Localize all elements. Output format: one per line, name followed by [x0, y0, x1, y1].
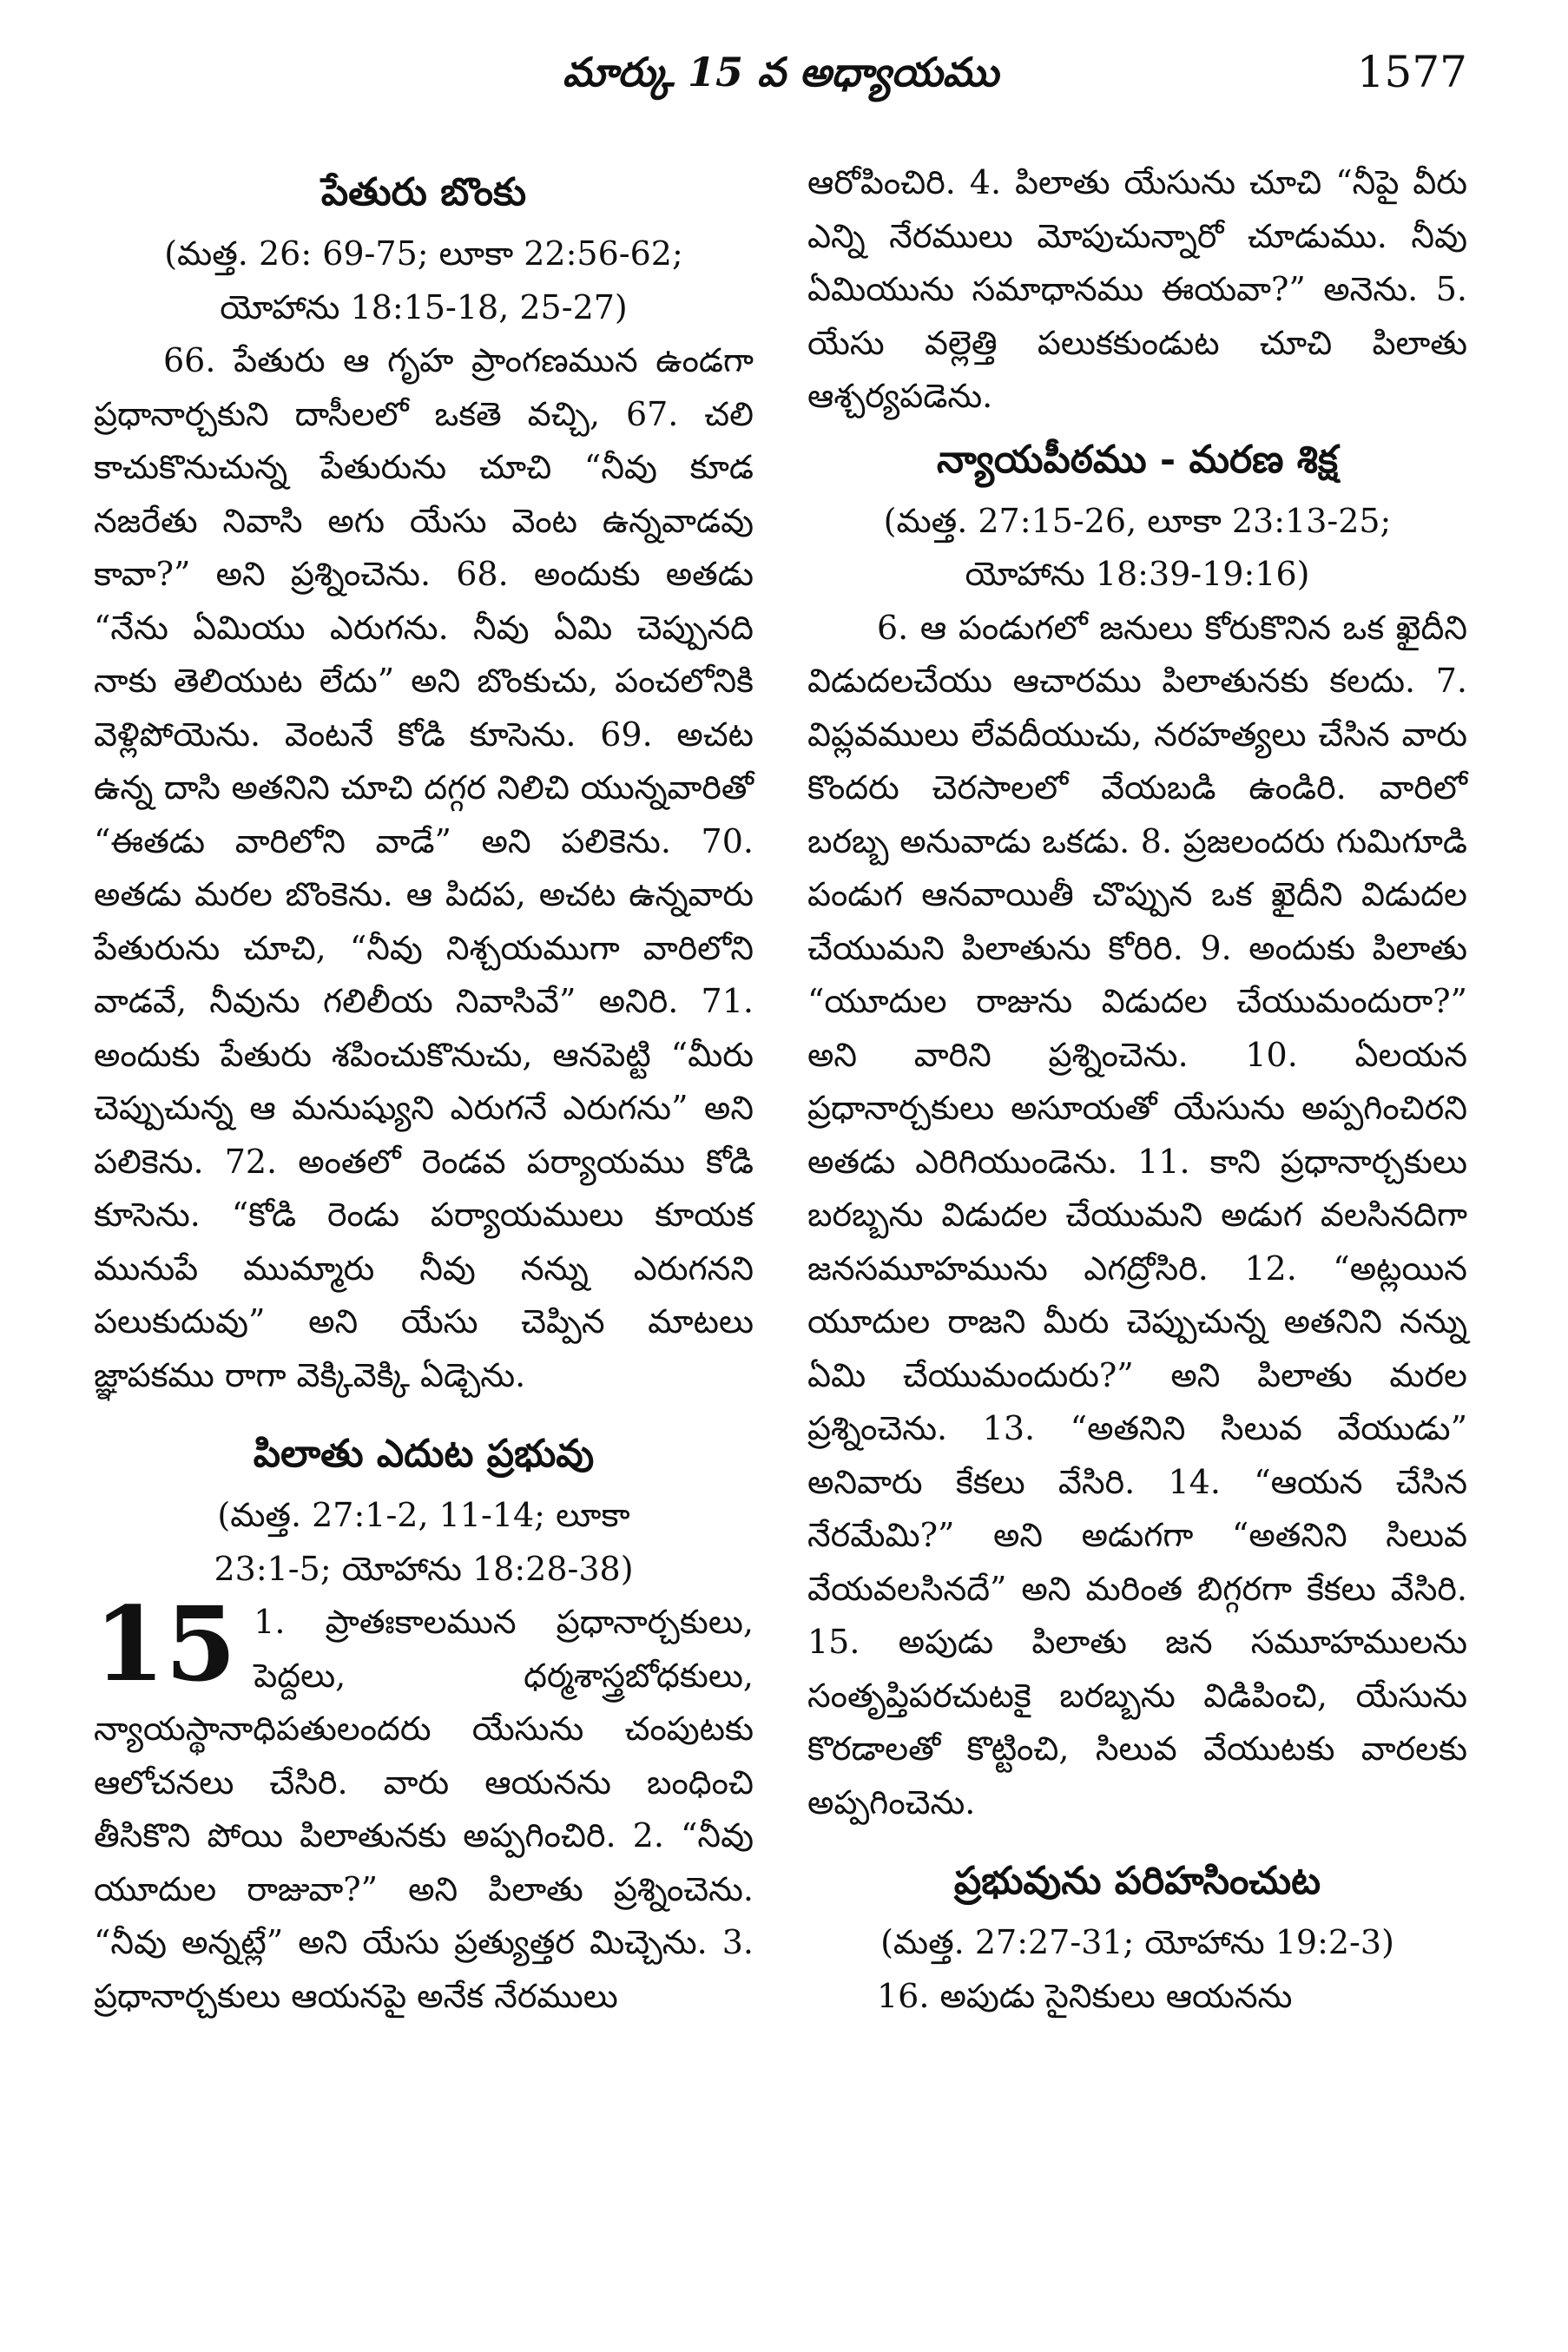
section-heading-judgment: న్యాయపీఠము - మరణ శిక్ష — [937, 437, 1338, 482]
cross-reference-line: (మత్త. 27:15-26, లూకా 23:13-25; — [883, 501, 1392, 540]
chapter-opening — [94, 1584, 754, 2023]
chapter-number: 15 — [94, 1584, 237, 1704]
verse-paragraph: 1. ప్రాతఃకాలమున ప్రధానార్చకులు, పెద్దలు, ధర్మశాస్త్రబోధకులు, న్యాయస్థానాధిపతులందరు యేసును చంపుటకు ఆలోచనలు చేసిరి. వారు ఆయనను బంధించి తీసికొని పోయి పిలాతునకు అప్పగించిరి. 2. “నీవు యూదుల రాజువా?” అని పిలాతు ప్రశ్నించెను. “నీవు అన్నట్లే” అని యేసు ప్రత్యుత్తర మిచ్చెను. 3. ప్రధానార్చకులు ఆయనపై అనేక నేరములు — [94, 1603, 754, 2015]
verse-paragraph: 66. పేతురు ఆ గృహ ప్రాంగణమున ఉండగా ప్రధానార్చకుని దాసీలలో ఒకతె వచ్చి, 67. చలి కాచుకొనుచున్న పేతురును చూచి “నీవు కూడ నజరేతు నివాసి అగు యేసు వెంట ఉన్నవాడవు కావా?” అని ప్రశ్నించెను. 68. అందుకు అతడు “నేను ఏమియు ఎరుగను. నీవు ఏమి చెప్పునది నాకు తెలియుట లేదు” అని బొంకుచు, పంచలోనికి వెళ్లిపోయెను. వెంటనే కోడి కూసెను. 69. అచట ఉన్న దాసి అతనిని చూచి దగ్గర నిలిచి యున్నవారితో “ఈతడు వారిలోని వాడే” అని పలికెను. 70. అతడు మరల బొంకెను. ఆ పిదప, అచట ఉన్నవారు పేతురును చూచి, “నీవు నిశ్చయముగా వారిలోని వాడవే, నీవును గలిలీయ నివాసివే” అనిరి. 71. అందుకు పేతురు శపించుకొనుచు, ఆనపెట్టి “మీరు చెప్పుచున్న ఆ మనుష్యుని ఎరుగనే ఎరుగను” అని పలికెను. 72. అంతలో రెండవ పర్యాయము కోడి కూసెను. “కోడి రెండు పర్యాయములు కూయక మునుపే ముమ్మారు నీవు నన్ను ఎరుగనని పలుకుదువు” అని యేసు చెప్పిన మాటలు జ్ఞాపకము రాగా వెక్కివెక్కి ఏడ్చెను. — [94, 341, 754, 1394]
cross-reference-line: యోహాను 18:39-19:16) — [965, 555, 1310, 593]
right-column — [807, 156, 1467, 2023]
verse-paragraph: 6. ఆ పండుగలో జనులు కోరుకొనిన ఒక ఖైదీని విడుదలచేయు ఆచారము పిలాతునకు కలదు. 7. విప్లవములు లేవదీయుచు, నరహత్యలు చేసిన వారు కొందరు చెరసాలలో వేయబడి ఉండిరి. వారిలో బరబ్బ అనువాడు ఒకడు. 8. ప్రజలందరు గుమిగూడి పండుగ ఆనవాయితీ చొప్పున ఒక ఖైదీని విడుదల చేయుమని పిలాతును కోరిరి. 9. అందుకు పిలాతు “యూదుల రాజును విడుదల చేయుమందురా?” అని వారిని ప్రశ్నించెను. 10. ఏలయన ప్రధానార్చకులు అసూయతో యేసును అప్పగించిరని అతడు ఎరిగియుండెను. 11. కాని ప్రధానార్చకులు బరబ్బను విడుదల చేయుమని అడుగ వలసినదిగా జనసమూహమును ఎగద్రోసిరి. 12. “అట్లయిన యూదుల రాజని మీరు చెప్పుచున్న అతనిని నన్ను ఏమి చేయుమందురు?” అని పిలాతు మరల ప్రశ్నించెను. 13. “అతనిని సిలువ వేయుడు” అనివారు కేకలు వేసిరి. 14. “ఆయన చేసిన నేరమేమి?” అని అడుగగా “అతనిని సిలువ వేయవలసినదే” అని మరింత బిగ్గరగా కేకలు వేసిరి. 15. అపుడు పిలాతు జన సమూహములను సంతృప్తిపరచుటకై బరబ్బను విడిపించి, యేసును కొరడాలతో కొట్టించి, సిలువ వేయుటకు వారలకు అప్పగించెను. — [807, 608, 1467, 1822]
verse-paragraph: ఆరోపించిరి. 4. పిలాతు యేసును చూచి “నీపై వీరు ఎన్ని నేరములు మోపుచున్నారో చూడుము. నీవు ఏమియును సమాధానము ఈయవా?” అనెను. 5. యేసు వల్లెత్తి పలుకకుండుట చూచి పిలాతు ఆశ్చర్యపడెను. — [807, 163, 1467, 415]
cross-reference-line: 23:1-5; యోహాను 18:28-38) — [214, 1549, 634, 1588]
verse-paragraph: 16. అపుడు సైనికులు ఆయనను — [877, 1976, 1293, 2015]
left-column — [94, 156, 754, 2023]
cross-reference-line: యోహాను 18:15-18, 25-27) — [220, 287, 628, 326]
cross-reference-line: (మత్త. 26: 69-75; లూకా 22:56-62; — [164, 234, 683, 273]
section-heading-mocking: ప్రభువును పరిహసించుట — [953, 1859, 1321, 1903]
cross-reference-line: (మత్త. 27:1-2, 11-14; లూకా — [217, 1496, 630, 1534]
page-number: 1577 — [1356, 47, 1467, 97]
running-head — [94, 33, 1467, 111]
section-heading-peter-denial: పేతురు బొంకు — [320, 170, 527, 214]
section-heading-before-pilate: పిలాతు ఎదుట ప్రభువు — [253, 1432, 595, 1476]
cross-reference-line: (మత్త. 27:27-31; యోహాను 19:2-3) — [880, 1923, 1394, 1961]
running-title: మార్కు 15 వ అధ్యాయము — [562, 49, 999, 96]
